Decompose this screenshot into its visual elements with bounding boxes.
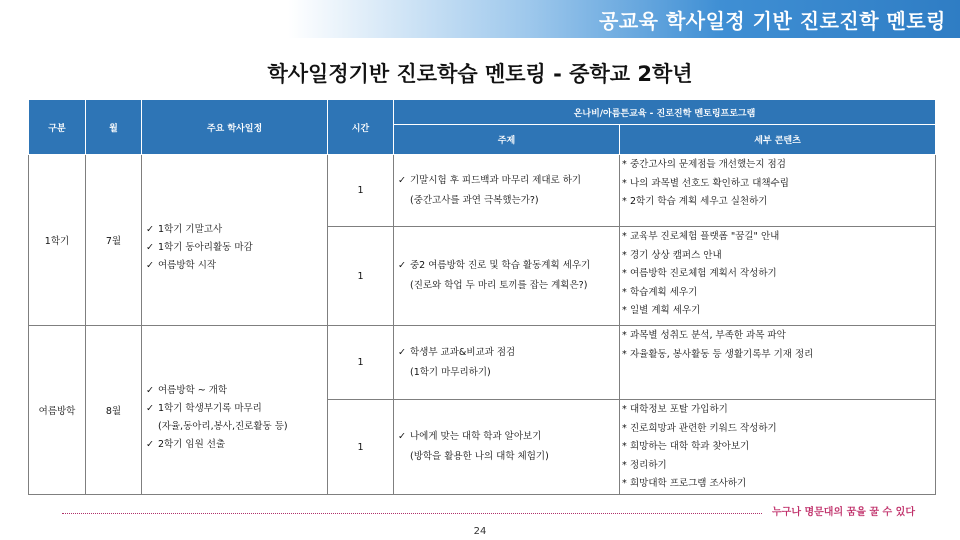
detail-item: * 2학기 학습 계획 세우고 실천하기 [622, 196, 768, 207]
topic-cell [394, 155, 620, 227]
hours-cell: 1 [328, 326, 394, 400]
detail-item: * 정리하기 [622, 459, 667, 471]
header-program: 온나비/아름튼교육 - 진로진학 멘토링프로그램 [394, 100, 936, 125]
check-icon: ✓ [146, 224, 154, 235]
month-cell: 7월 [86, 155, 142, 326]
detail-item: * 희망하는 대학 학과 찾아보기 [622, 441, 750, 452]
detail-cell [620, 400, 936, 495]
header-detail: 세부 콘텐츠 [620, 125, 936, 155]
category-cell: 여름방학 [29, 326, 86, 495]
schedule-item: ✓ 여름방학 ~ 개학 [146, 382, 327, 400]
detail-item: * 일별 계획 세우기 [622, 305, 701, 316]
detail-item: * 나의 과목별 선호도 확인하고 대책수립 [622, 177, 789, 189]
header-hours: 시간 [328, 100, 394, 155]
check-icon: ✓ [398, 346, 406, 358]
topic-subtitle: (1학기 마무리하기) [410, 366, 491, 378]
schedule-cell [142, 326, 328, 495]
detail-cell [620, 326, 936, 400]
topic-subtitle: (방학을 활용한 나의 대학 체험기) [410, 451, 549, 462]
topic-title: 중2 여름방학 진로 및 학습 활동계획 세우기 [410, 260, 591, 271]
topic-cell [394, 400, 620, 495]
detail-item: * 진로희망과 관련한 키워드 작성하기 [622, 422, 777, 434]
detail-item: * 자율활동, 봉사활동 등 생활기록부 기재 정리 [622, 348, 814, 360]
page-title: 학사일정기반 진로학습 멘토링 - 중학교 2학년 [267, 62, 693, 86]
check-icon: ✓ [146, 439, 154, 450]
header-category: 구분 [29, 100, 86, 155]
schedule-item: ✓ 1학기 기말고사 [146, 221, 327, 239]
detail-item: * 여름방학 진로체험 계획서 작성하기 [622, 268, 777, 279]
schedule-item: ✓ 1학기 동아리활동 마감 [146, 239, 327, 257]
check-icon: ✓ [146, 242, 154, 253]
schedule-item: ✓ 여름방학 시작 [146, 257, 327, 275]
top-banner [0, 0, 960, 38]
detail-cell [620, 155, 936, 227]
check-icon: ✓ [398, 174, 406, 186]
hours-cell: 1 [328, 400, 394, 495]
banner-title: 공교육 학사일정 기반 진로진학 멘토링 [599, 9, 946, 33]
category-cell: 1학기 [29, 155, 86, 326]
header-topic: 주제 [394, 125, 620, 155]
topic-cell [394, 326, 620, 400]
detail-item: * 과목별 성취도 분석, 부족한 과목 파악 [622, 330, 786, 341]
check-icon: ✓ [146, 260, 154, 271]
header-month: 월 [86, 100, 142, 155]
check-icon: ✓ [398, 260, 406, 271]
header-schedule: 주요 학사일정 [142, 100, 328, 155]
schedule-item: ✓ 2학기 임원 선출 [146, 436, 327, 454]
mentoring-schedule-table [28, 99, 936, 495]
topic-subtitle: (진로와 학업 두 마리 토끼를 잡는 계획은?) [410, 280, 588, 291]
detail-item: * 학습계획 세우기 [622, 286, 698, 298]
check-icon: ✓ [146, 403, 154, 414]
schedule-item: (자율,동아리,봉사,진로활동 등) [158, 421, 288, 432]
topic-title: 학생부 교과&비교과 점검 [410, 346, 516, 358]
schedule-cell [142, 155, 328, 326]
topic-subtitle: (중간고사를 과연 극복했는가?) [410, 194, 539, 206]
check-icon: ✓ [146, 385, 154, 396]
table-row [29, 155, 936, 227]
page-number: 24 [473, 526, 487, 537]
detail-item: * 교육부 진로체험 플랫폼 "꿈길" 안내 [622, 231, 780, 242]
topic-cell [394, 227, 620, 326]
detail-item: * 희망대학 프로그램 조사하기 [622, 478, 747, 489]
check-icon: ✓ [398, 431, 406, 442]
detail-item: * 중간고사의 문제점들 개선했는지 점검 [622, 159, 786, 170]
detail-cell [620, 227, 936, 326]
footer-divider [62, 513, 762, 514]
footer-slogan: 누구나 명문대의 꿈을 꿀 수 있다 [772, 507, 915, 518]
table-row [29, 326, 936, 400]
hours-cell: 1 [328, 155, 394, 227]
detail-item: * 경기 상상 캠퍼스 안내 [622, 249, 722, 261]
topic-title: 기말시험 후 피드백과 마무리 제대로 하기 [410, 174, 582, 186]
detail-item: * 대학정보 포탈 가입하기 [622, 404, 728, 415]
schedule-item: ✓ 1학기 학생부기록 마무리 [146, 400, 327, 418]
hours-cell: 1 [328, 227, 394, 326]
topic-title: 나에게 맞는 대학 학과 알아보기 [410, 431, 542, 442]
table-header-row [29, 100, 936, 125]
month-cell: 8월 [86, 326, 142, 495]
